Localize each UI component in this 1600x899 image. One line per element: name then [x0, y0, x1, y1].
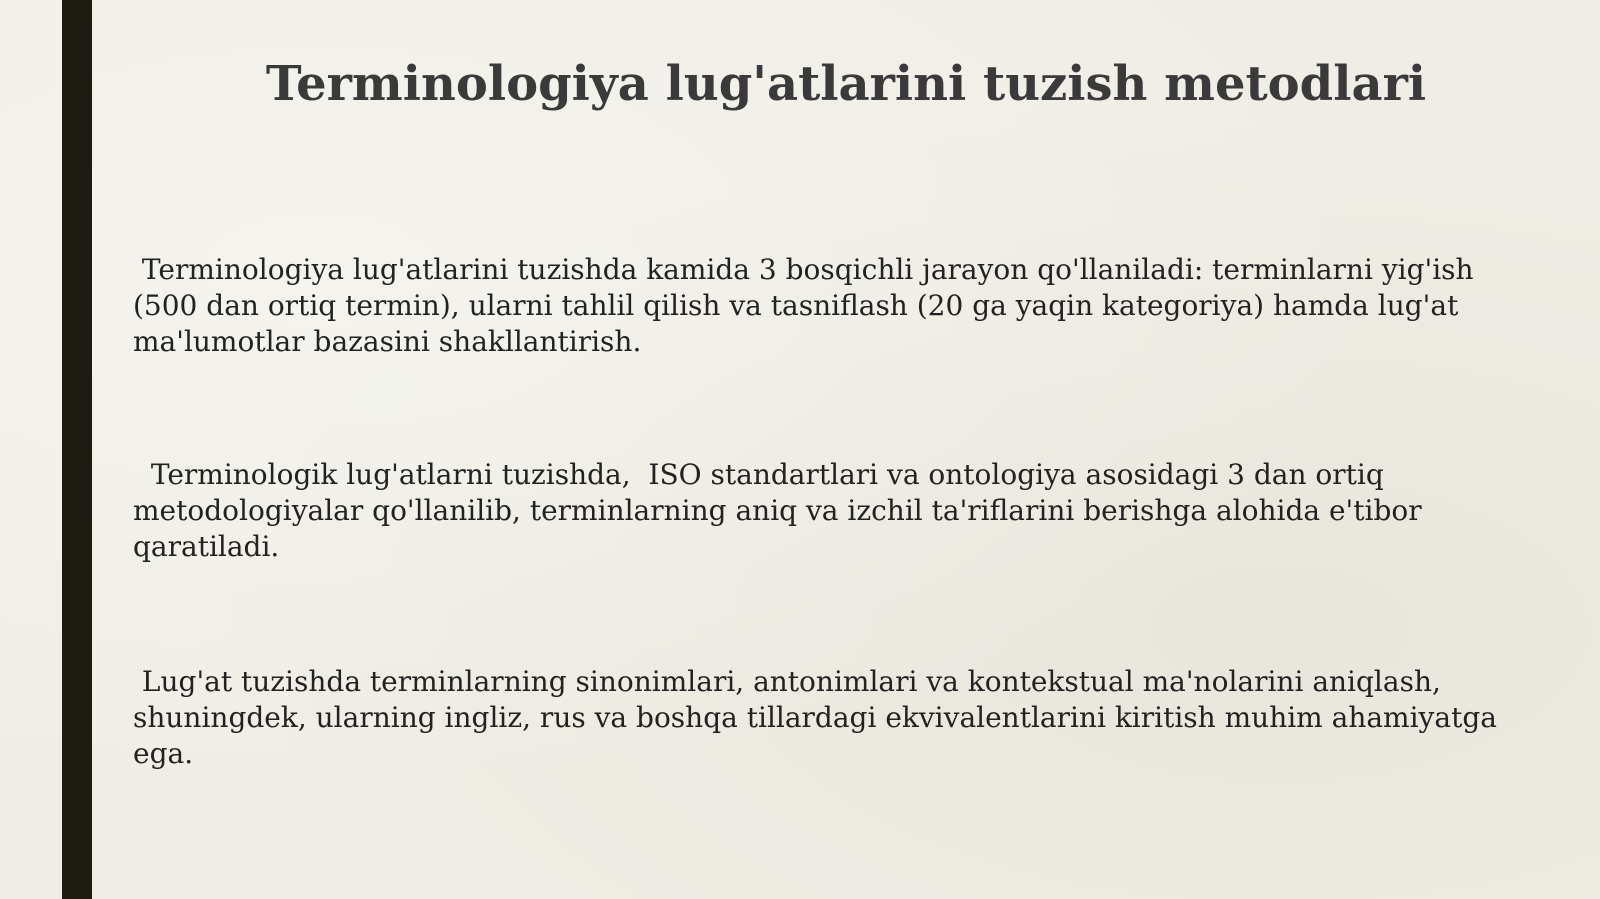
accent-bar — [62, 0, 92, 899]
slide-title: Terminologiya lug'atlarini tuzish metodlari — [265, 56, 1427, 112]
paragraph-3: Lug'at tuzishda terminlarning sinonimlari, antonimlari va kontekstual ma'nolarini aniqlash, shuningdek, ularning ingliz, rus va boshqa tillardagi ekvivalentlarini kiritish muhim ahamiyatga ega. — [133, 665, 1497, 770]
paragraph-2: Terminologik lug'atlarni tuzishda, ISO standartlari va ontologiya asosidagi 3 dan ortiq metodologiyalar qo'llanilib, terminlarning aniq va izchil ta'riflarini berishga alohida e'tibor qaratiladi. — [133, 458, 1422, 563]
paragraph-1: Terminologiya lug'atlarini tuzishda kamida 3 bosqichli jarayon qo'llaniladi: terminlarni yig'ish (500 dan ortiq termin), ularni tahlil qilish va tasniflash (20 ga yaqin kategoriya) hamda lug'at ma'lumotlar bazasini shakllantirish. — [133, 253, 1474, 358]
